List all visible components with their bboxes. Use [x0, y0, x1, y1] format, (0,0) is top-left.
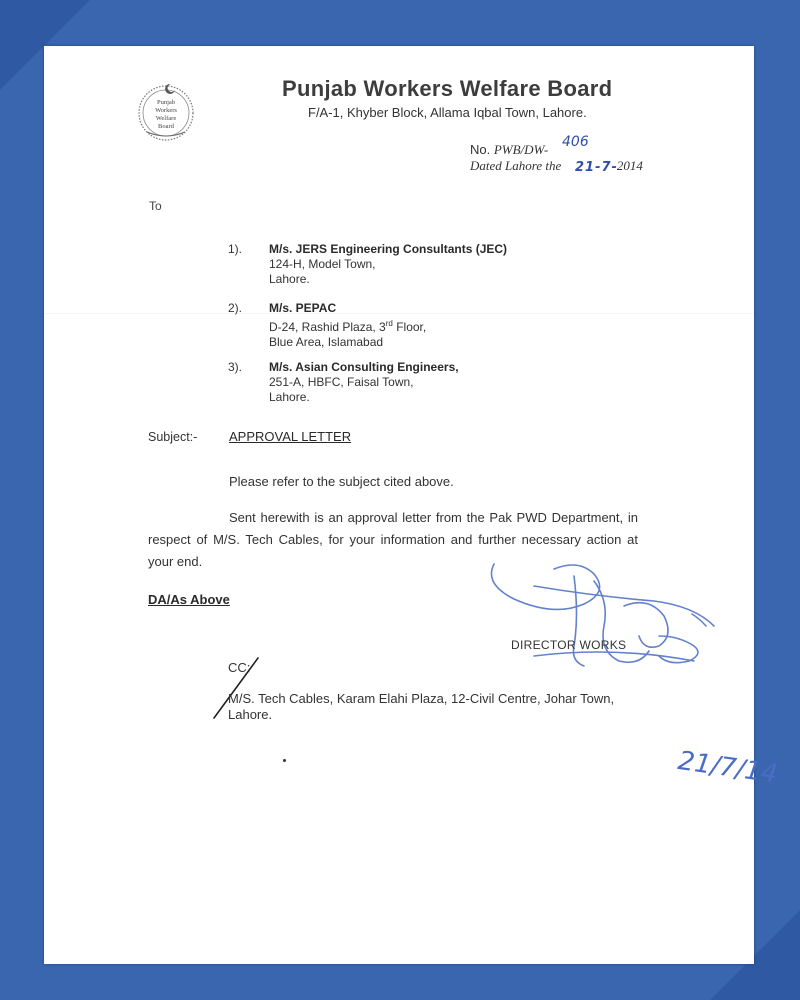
reference-number [470, 142, 548, 158]
body-paragraph-2: Sent herewith is an approval letter from the Pak PWD Department, in respect of M/S. Tech Cables, for your information and further necessary action at your end. [148, 510, 638, 569]
recipient-city: Lahore. [269, 390, 310, 404]
recipient-number: 2). [228, 301, 243, 315]
cc-line-1: M/S. Tech Cables, Karam Elahi Plaza, 12-Civil Centre, Johar Town, [228, 691, 615, 706]
board-logo-seal [135, 80, 197, 142]
recipient-city: Lahore. [269, 272, 310, 286]
ink-speck [283, 759, 286, 762]
cc-line-2: Lahore. [228, 707, 273, 722]
signature-date: 21/7/14 [676, 745, 780, 790]
recipient-name: M/s. JERS Engineering Consultants (JEC) [269, 242, 508, 256]
logo-text-line-3: Welfare [155, 115, 177, 122]
signatory-title: DIRECTOR WORKS [511, 638, 627, 652]
enclosure-note: DA/As Above [148, 592, 230, 607]
recipient-name: M/s. PEPAC [269, 301, 337, 315]
cc-recipient [228, 691, 614, 723]
reference-no-prefix: PWB/DW- [493, 142, 549, 157]
cc-label: CC: [228, 660, 251, 675]
body-paragraph-1: Please refer to the subject cited above. [229, 474, 454, 489]
subject-label: Subject:- [148, 430, 198, 444]
recipient-name: M/s. Asian Consulting Engineers, [269, 360, 459, 374]
handwritten-reference-number: 406 [562, 134, 589, 150]
recipient-address-line: 124-H, Model Town, [269, 257, 376, 271]
organization-address: F/A-1, Khyber Block, Allama Iqbal Town, Lahore. [308, 105, 587, 120]
subject-value: APPROVAL LETTER [229, 429, 352, 444]
dated-year: 2014 [616, 158, 643, 173]
reference-no-label: No. [470, 142, 491, 157]
dated-label: Dated Lahore the [470, 158, 562, 173]
logo-text-line-4: Board [158, 123, 174, 130]
director-signature [474, 546, 780, 790]
to-label: To [149, 199, 162, 213]
recipient-city: Blue Area, Islamabad [269, 335, 384, 349]
recipient-address-line: 251-A, HBFC, Faisal Town, [269, 375, 414, 389]
organization-title: Punjab Workers Welfare Board [282, 76, 613, 101]
recipient-address-line: D-24, Rashid Plaza, 3rd Floor, [269, 319, 427, 334]
handwritten-date: 21-7- [575, 160, 618, 175]
recipient-number: 1). [228, 242, 243, 256]
logo-text-line-2: Workers [155, 107, 177, 114]
logo-text-line-1: Punjab [156, 99, 176, 106]
letter-page [44, 46, 780, 964]
recipient-number: 3). [228, 360, 243, 374]
